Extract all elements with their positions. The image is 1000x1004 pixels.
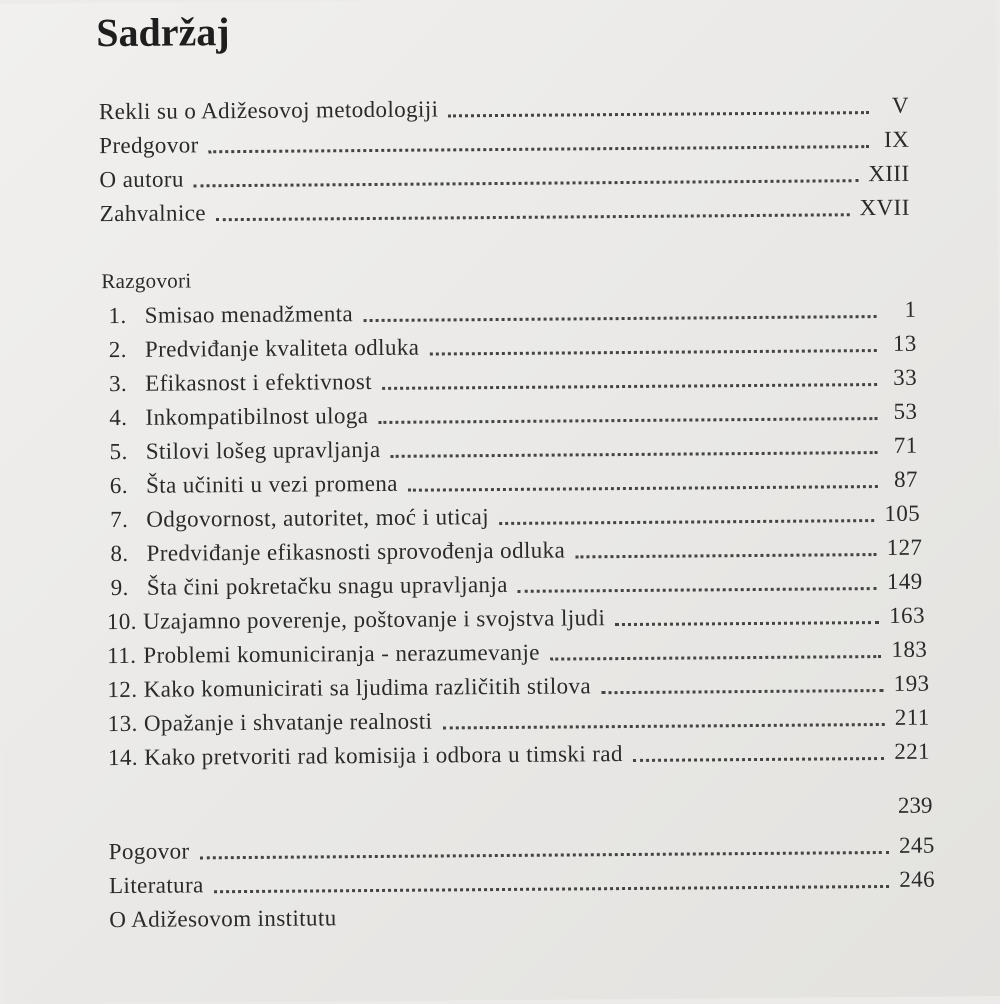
toc-chapter-entry: [108, 735, 930, 775]
dot-leader: [633, 756, 885, 761]
chapter-number: 2.: [108, 336, 127, 363]
chapter-number: 3.: [108, 370, 128, 397]
chapter-title: Smisao menadžmenta: [144, 301, 354, 328]
dot-leader: [391, 451, 878, 458]
toc-entry-label: Zahvalnice: [99, 200, 207, 227]
toc-entry-page: V: [891, 92, 910, 118]
chapter-title: Opažanje i shvatanje realnosti: [143, 708, 433, 736]
chapter-number: 5.: [109, 438, 128, 465]
dot-leader: [448, 111, 869, 117]
chapter-title: Predviđanje efikasnosti sprovođenja odluka: [146, 537, 566, 566]
chapter-number: 11.: [107, 642, 137, 669]
section-heading: Razgovori: [101, 268, 192, 294]
chapter-page: 149: [886, 568, 923, 594]
chapter-page: 71: [893, 432, 918, 458]
chapter-number: 7.: [110, 506, 129, 533]
chapter-number: 10.: [106, 608, 137, 635]
toc-entry-label: Rekli su o Adižesovoj metodologiji: [98, 96, 439, 125]
dot-leader: [200, 850, 890, 858]
chapter-page: 105: [884, 500, 921, 526]
page-title: Sadržaj: [96, 9, 230, 56]
chapter-title: Šta učiniti u vezi promena: [145, 470, 398, 498]
dot-leader: [601, 688, 884, 693]
dot-leader: [363, 315, 876, 322]
chapter-number: 6.: [109, 472, 129, 499]
chapter-title: Kako komunicirati sa ljudima različitih stilova: [143, 673, 592, 702]
chapter-number: 9.: [110, 574, 129, 601]
dot-leader: [615, 621, 879, 626]
chapter-number: 14.: [107, 744, 139, 771]
chapter-page: 127: [886, 534, 923, 560]
chapter-title: Odgovornost, autoritet, moć i uticaj: [146, 504, 490, 532]
orphan-page-number: 239: [897, 792, 933, 818]
chapter-title: Inkompatibilnost uloga: [145, 403, 369, 430]
chapter-number: 13.: [107, 710, 138, 737]
chapter-page: 211: [894, 704, 930, 730]
chapter-page: 13: [892, 330, 917, 356]
toc-entry-back-matter: [109, 897, 935, 937]
dot-leader: [382, 383, 877, 390]
chapter-title: Predviđanje kvaliteta odluka: [144, 334, 420, 362]
toc-entry-label: Literatura: [108, 872, 204, 899]
chapter-title: Šta čini pokretačku snagu upravljanja: [146, 571, 508, 600]
toc-entry-label: Predgovor: [99, 132, 199, 159]
toc-entry-label: O Adižesovom institutu: [109, 905, 337, 933]
dot-leader: [550, 655, 882, 661]
dot-leader: [442, 722, 884, 728]
chapter-page: 163: [889, 602, 926, 628]
toc-entry-page: XIII: [868, 160, 910, 187]
chapter-number: 1.: [108, 302, 127, 329]
toc-entry-page: XVII: [859, 194, 910, 221]
dot-leader: [209, 145, 870, 153]
dot-leader: [518, 587, 877, 593]
chapter-title: Uzajamno poverenje, poštovanje i svojstva ljudi: [142, 605, 606, 634]
dot-leader: [214, 884, 890, 892]
dot-leader: [499, 519, 874, 525]
chapter-page: 1: [904, 296, 917, 322]
chapter-title: Kako pretvoriti rad komisija i odbora u timski rad: [144, 741, 623, 770]
toc-entry-page: 245: [898, 832, 935, 858]
chapter-page: 183: [891, 636, 928, 662]
chapter-page: 221: [894, 738, 931, 764]
dot-leader: [429, 349, 877, 356]
dot-leader: [216, 213, 850, 221]
dot-leader: [575, 553, 877, 558]
chapter-number: 4.: [109, 404, 128, 431]
toc-entry-front-matter: [100, 191, 910, 231]
toc-entry-label: O autoru: [99, 166, 184, 193]
chapter-title: Efikasnost i efektivnost: [145, 369, 373, 396]
toc-entry-label: Pogovor: [108, 838, 190, 865]
toc-entry-page: 246: [899, 866, 936, 892]
dot-leader: [378, 417, 877, 424]
chapter-page: 87: [893, 466, 918, 492]
chapter-title: Stilovi lošeg upravljanja: [145, 436, 381, 464]
toc-entry-page: IX: [884, 126, 910, 152]
dot-leader: [194, 179, 858, 187]
chapter-page: 33: [893, 364, 918, 390]
chapter-page: 53: [893, 398, 918, 424]
chapter-number: 8.: [110, 540, 129, 567]
chapter-title: Problemi komuniciranja - nerazumevanje: [143, 639, 540, 668]
chapter-number: 12.: [107, 676, 138, 703]
dot-leader: [408, 485, 878, 492]
chapter-page: 193: [893, 670, 930, 696]
